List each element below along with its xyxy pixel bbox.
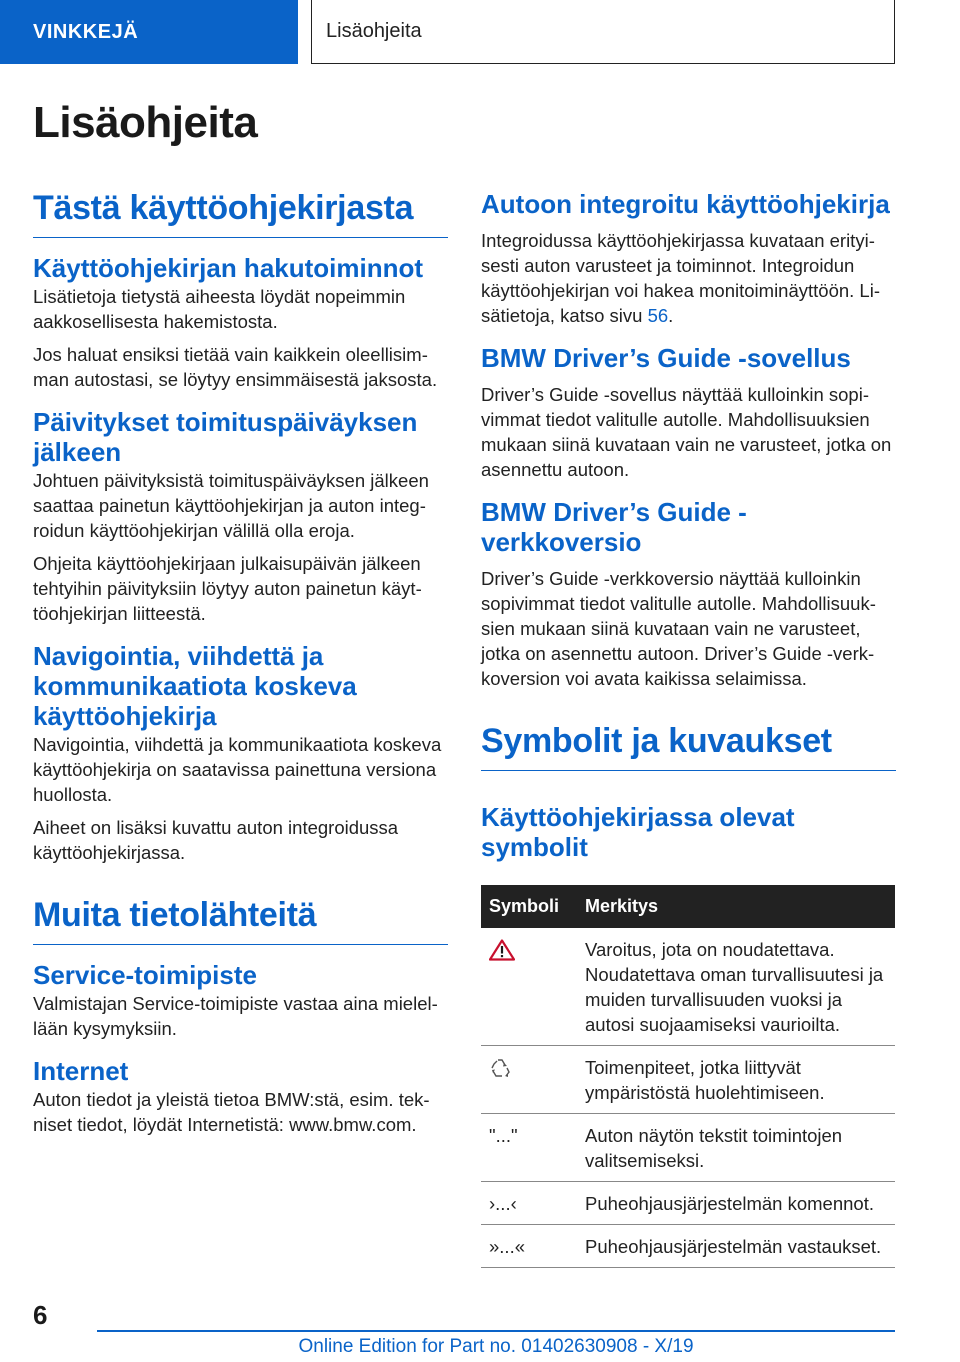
table-header-row [481,885,895,928]
table-row [481,1045,895,1113]
subsection-heading: Käyttöohjekirjassa olevat symbolit [481,801,795,862]
column-header-symbol: Symboli [481,885,577,928]
paragraph: Ohjeita käyttöohjekirjaan julkaisupäivän jälkeen tehtyihin päivityksiin löytyy auton painetun käyttöohjekirjan liitteestä. [33,553,422,625]
footer-edition: Online Edition for Part no. 01402630908 - X/19 [298,1336,694,1357]
subsection-heading: Autoon integroitu käyttöohjekirja [481,189,890,219]
symbol-cell [481,1045,577,1113]
paragraph: Driver’s Guide -sovellus näyttää kulloinkin sopivimmat tiedot valitulle autolle. Mahdollisuuksien mukaan siinä kuvataan vain ne varusteet, jotka on asennettu autoon. [481,383,892,480]
paragraph: Lisätietoja tietystä aiheesta löydät nopeimmin aakkosellisesta hakemistosta. [33,286,406,333]
footer-divider [97,1330,895,1332]
subsection-heading: Käyttöohjekirjan hakutoiminnot [33,253,424,284]
symbol-table [481,885,895,1268]
paragraph [481,228,896,328]
table-row [481,928,895,1046]
column-header-meaning: Merkitys [577,885,895,928]
page-link[interactable]: 56 [647,304,669,326]
left-column [33,190,448,1137]
symbol-cell: "..." [481,1113,577,1181]
section-heading: Muita tietolähteitä [33,897,448,945]
table-row [481,1181,895,1224]
header-title: Lisäohjeita [311,0,895,64]
paragraph-text: Integroidussa käyttöohjekirjassa kuvataan erityisesti auton varusteet ja toiminnot. Integroidun käyttöohjekirjan voi hakea monitoiminäyttöön. Lisätietoja, katso sivu [481,229,880,326]
meaning-cell: Puheohjausjärjestelmän vastaukset. [577,1224,895,1267]
symbol-cell [481,928,577,1046]
section-heading: Symbolit ja kuvaukset [481,723,896,771]
paragraph: Aiheet on lisäksi kuvattu auton integroidussa käyttöohjekirjassa. [33,816,399,863]
paragraph: Jos haluat ensiksi tietää vain kaikkein oleellisimman autostasi, se löytyy ensimmäisestä jaksosta. [33,344,438,391]
paragraph: Johtuen päivityksistä toimituspäiväyksen jälkeen saattaa painetun käyttöohjekirjan ja auton integroidun käyttöohjekirjan välillä olla eroja. [33,470,429,542]
page-title: Lisäohjeita [33,98,258,147]
subsection-heading: Päivitykset toimituspäiväyksen jälkeen [33,407,418,468]
section-tab[interactable]: VINKKEJÄ [0,0,298,64]
paragraph: Navigointia, viihdettä ja kommunikaatiota koskeva käyttöohjekirja on saatavissa painettuna versiona huollosta. [33,733,442,805]
meaning-cell: Toimenpiteet, jotka liittyvät ympäristöstä huolehtimiseen. [577,1045,895,1113]
subsection-heading: BMW Driver’s Guide -sovellus [481,342,851,373]
paragraph: Auton tiedot ja yleistä tietoa BMW:stä, esim. tekniset tiedot, löydät Internetistä: www.bmw.com. [33,1088,430,1135]
subsection-heading: BMW Driver’s Guide -verkkoversio [481,496,747,557]
warning-triangle-icon [489,939,515,961]
meaning-cell: Varoitus, jota on noudatettava. Noudatettava oman turvallisuutesi ja muiden turvallisuuden vuoksi ja autosi suojaamiseksi vaurioilta. [577,928,895,1046]
recycling-icon [489,1057,511,1079]
page-number: 6 [33,1300,48,1330]
paragraph: Valmistajan Service-toimipiste vastaa aina mielellään kysymyksiin. [33,993,438,1040]
table-row [481,1224,895,1267]
symbol-cell: ›...‹ [481,1181,577,1224]
meaning-cell: Auton näytön tekstit toimintojen valitsemiseksi. [577,1113,895,1181]
symbol-cell: »...« [481,1224,577,1267]
subsection-heading: Internet [33,1056,129,1087]
table-row [481,1113,895,1181]
section-heading: Tästä käyttöohjekirjasta [33,190,448,238]
meaning-cell: Puheohjausjärjestelmän komennot. [577,1181,895,1224]
right-column [481,190,896,1268]
subsection-heading: Service-toimipiste [33,960,257,991]
paragraph-end: . [668,304,674,326]
subsection-heading: Navigointia, viihdettä ja kommunikaatiota koskeva käyttöohjekirja [33,641,357,731]
paragraph: Driver’s Guide -verkkoversio näyttää kulloinkin sopivimmat tiedot valitulle autolle. Mahdollisuuksien mukaan siinä kuvataan vain ne varusteet, jotka on asennettu autoon. Driver’s Guide -verkkoversion voi avata kaikissa selaimissa. [481,567,876,689]
